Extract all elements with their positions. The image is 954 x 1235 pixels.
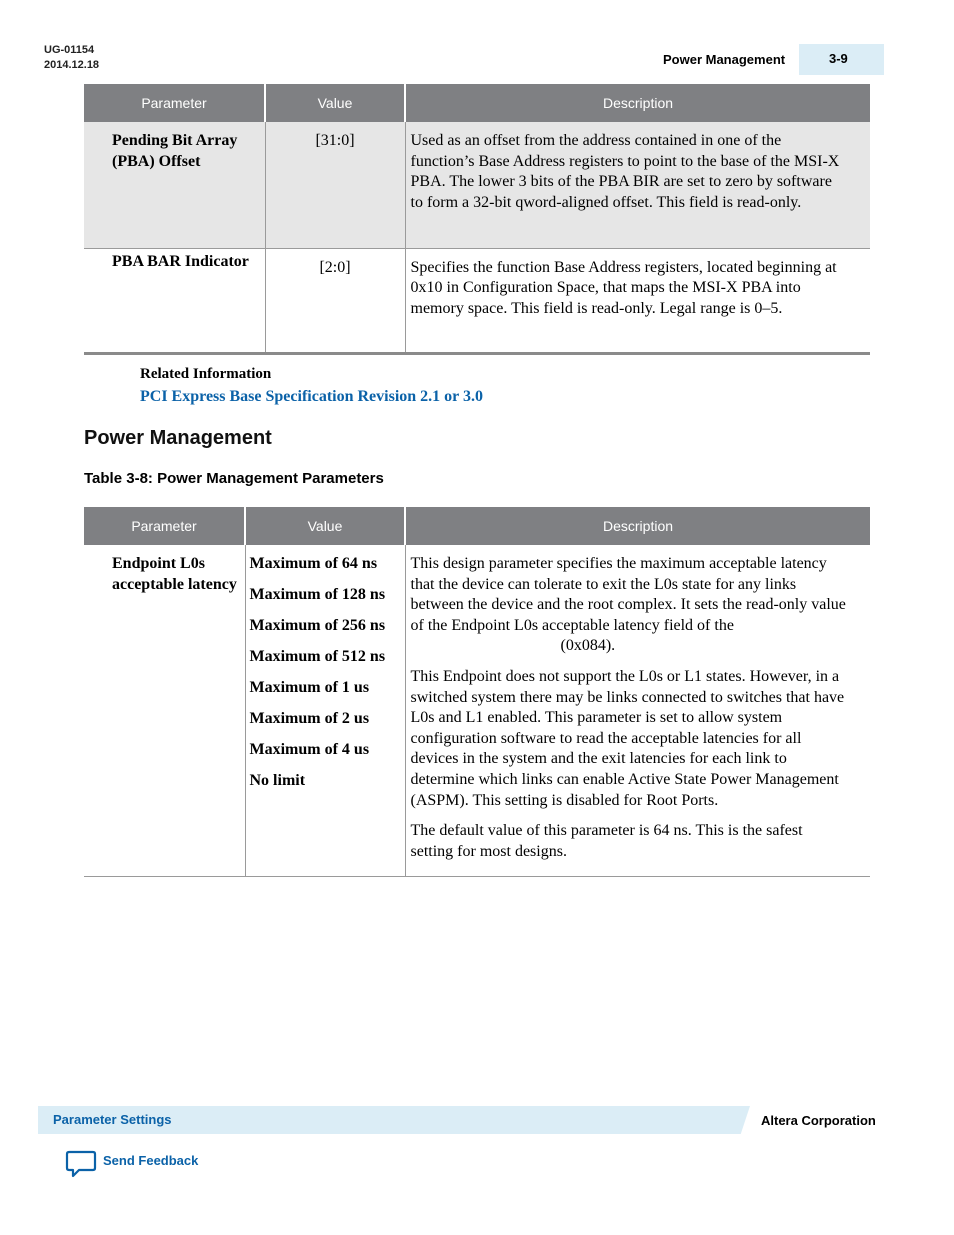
table-row: [84, 122, 870, 248]
value-option: Maximum of 64 ns: [249, 555, 378, 572]
footer-chapter-link[interactable]: Parameter Settings: [53, 1112, 172, 1127]
related-information-title: Related Information: [140, 366, 272, 382]
column-header-parameter: Parameter: [84, 84, 265, 122]
value-option: Maximum of 256 ns: [249, 617, 386, 634]
column-header-value: Value: [245, 507, 405, 545]
value-option: Maximum of 1 us: [249, 679, 370, 696]
parameter-value: [31:0]: [265, 122, 405, 248]
description-paragraph: [411, 554, 847, 657]
document-date: 2014.12.18: [44, 59, 100, 71]
table-row: [84, 545, 870, 876]
description-paragraph: The default value of this parameter is 64 ns. This is the safest setting for most designs.: [410, 822, 803, 860]
table-header-row: [84, 507, 870, 545]
column-header-parameter: Parameter: [84, 507, 245, 545]
table-caption: Table 3-8: Power Management Parameters: [84, 470, 384, 487]
speech-bubble-icon[interactable]: [65, 1150, 97, 1178]
parameter-description: [405, 545, 870, 876]
parameter-name: Endpoint L0s acceptable latency: [84, 545, 245, 876]
parameter-description: Used as an offset from the address contained in one of the function’s Base Address registers to point to the base of the MSI-X PBA. The lower 3 bits of the PBA BIR are set to zero by software to form a 32-bit qword-aligned offset. This field is read-only.: [405, 122, 870, 248]
parameter-description: Specifies the function Base Address registers, located beginning at 0x10 in Configuration Space, that maps the MSI-X PBA into memory space. This field is read-only. Legal range is 0–5.: [405, 248, 870, 353]
section-heading: Power Management: [84, 427, 272, 449]
header-page-number: 3-9: [799, 44, 884, 75]
value-option: No limit: [249, 772, 306, 789]
pcie-spec-link[interactable]: PCI Express Base Specification Revision 2.1 or 3.0: [140, 388, 483, 405]
parameter-name: Pending Bit Array (PBA) Offset: [84, 122, 265, 248]
table-row: [84, 248, 870, 353]
document-id: UG-01154: [44, 44, 95, 56]
column-header-description: Description: [405, 507, 870, 545]
description-paragraph: This Endpoint does not support the L0s or L1 states. However, in a switched system there may be links connected to switches that have L0s and L1 enabled. This parameter is set to allow system configuration software to read the acceptable latencies for all devices in the system and the exit latencies for each link to determine which links can enable Active State Power Management (ASPM). This setting is disabled for Root Ports.: [410, 667, 845, 809]
value-option: Maximum of 2 us: [249, 710, 370, 727]
parameter-values: [245, 545, 405, 876]
header-section-title: Power Management: [663, 52, 786, 67]
column-header-value: Value: [265, 84, 405, 122]
column-header-description: Description: [405, 84, 870, 122]
msix-parameters-table: [84, 84, 870, 355]
value-option: Maximum of 128 ns: [249, 586, 386, 603]
send-feedback-link[interactable]: Send Feedback: [103, 1153, 199, 1168]
parameter-name: PBA BAR Indicator: [84, 248, 265, 353]
power-management-table: [84, 507, 870, 877]
value-option: Maximum of 512 ns: [249, 648, 386, 665]
footer-company: Altera Corporation: [761, 1113, 876, 1128]
document-id-block: [44, 43, 99, 73]
table-header-row: [84, 84, 870, 122]
parameter-value: [2:0]: [265, 248, 405, 353]
description-register-offset: (0x084).: [560, 637, 616, 655]
description-text: This design parameter specifies the maximum acceptable latency that the device can tolerate to exit the L0s state for any links between the device and the root complex. It sets the read-only value of the Endpoint L0s acceptable latency field of the: [410, 555, 846, 634]
value-option: Maximum of 4 us: [249, 741, 370, 758]
